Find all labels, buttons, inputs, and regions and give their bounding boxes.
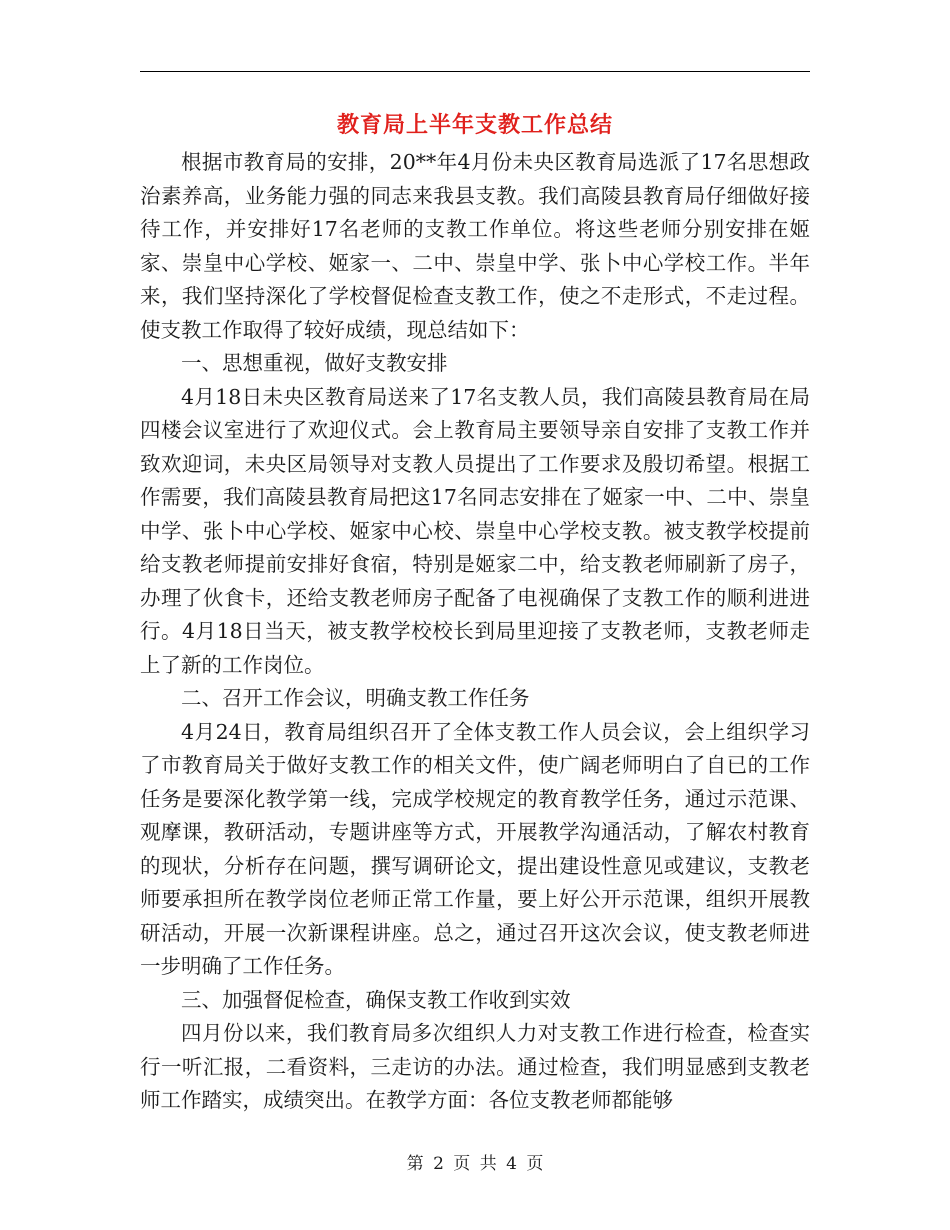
document-title: 教育局上半年支教工作总结 bbox=[336, 112, 613, 138]
paragraph-section-2: 4月24日，教育局组织召开了全体支教工作人员会议，会上组织学习了市教育局关于做好支教工作的相关文件，使广阔老师明白了自已的工作任务是要深化教学第一线，完成学校规定的教育教学任务，通过示范课、观摩课，教研活动，专题讲座等方式，开展教学沟通活动，了解农村教育的现状，分析存在问题，撰写调研论文，提出建设性意见或建议，支教老师要承担所在教学岗位老师正常工作量，要上好公开示范课，组织开展教研活动，开展一次新课程讲座。总之，通过召开这次会议，使支教老师进一步明确了工作任务。 bbox=[140, 719, 810, 978]
header-rule bbox=[140, 71, 810, 72]
paragraph-section-3: 四月份以来，我们教育局多次组织人力对支教工作进行检查，检查实行一听汇报，二看资料，三走访的办法。通过检查，我们明显感到支教老师工作踏实，成绩突出。在教学方面：各位支教老师都能够 bbox=[140, 1021, 810, 1112]
paragraph-section-1: 4月18日未央区教育局送来了17名支教人员，我们高陵县教育局在局四楼会议室进行了欢迎仪式。会上教育局主要领导亲自安排了支教工作并致欢迎词，未央区局领导对支教人员提出了工作要求及殷切希望。根据工作需要，我们高陵县教育局把这17名同志安排在了姬家一中、二中、崇皇中学、张卜中心学校、姬家中心校、崇皇中心学校支教。被支教学校提前给支教老师提前安排好食宿，特别是姬家二中，给支教老师刷新了房子，办理了伙食卡，还给支教老师房子配备了电视确保了支教工作的顺利进进行。4月18日当天，被支教学校校长到局里迎接了支教老师，支教老师走上了新的工作岗位。 bbox=[140, 384, 810, 677]
page-footer: 第 2 页 共 4 页 bbox=[406, 1154, 544, 1174]
section-heading-1: 一、思想重视，做好支教安排 bbox=[181, 351, 448, 375]
paragraph-intro: 根据市教育局的安排，20**年4月份未央区教育局选派了17名思想政治素养高，业务能力强的同志来我县支教。我们高陵县教育局仔细做好接待工作，并安排好17名老师的支教工作单位。将这些老师分别安排在姬家、崇皇中心学校、姬家一、二中、崇皇中学、张卜中心学校工作。半年来，我们坚持深化了学校督促检查支教工作，使之不走形式，不走过程。使支教工作取得了较好成绩，现总结如下： bbox=[140, 150, 810, 342]
section-heading-2: 二、召开工作会议，明确支教工作任务 bbox=[181, 686, 530, 710]
section-heading-3: 三、加强督促检查，确保支教工作收到实效 bbox=[181, 987, 571, 1012]
document-body bbox=[140, 146, 810, 1118]
